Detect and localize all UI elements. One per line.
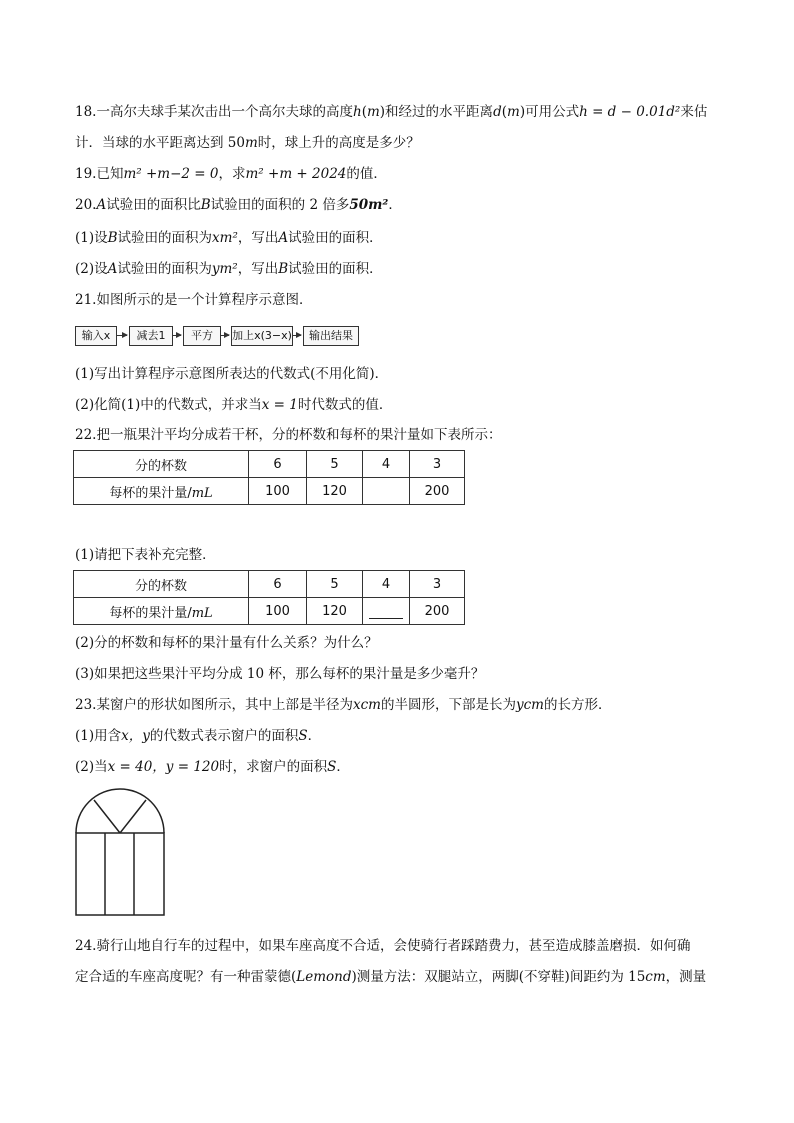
flow-step-subtract: 减去1 bbox=[129, 326, 173, 346]
q18-line1: 18.一高尔夫球手某次击出一个高尔夫球的高度h(m)和经过的水平距离d(m)可用公式h = d − 0.01d²来估 bbox=[75, 104, 708, 120]
q21-part2: (2)化简(1)中的代数式，并求当x = 1时代数式的值． bbox=[75, 397, 393, 413]
table-cell: 每杯的果汁量/mL bbox=[74, 598, 249, 625]
juice-table-fill bbox=[73, 570, 465, 625]
q24-line2: 定合适的车座高度呢？有一种雷蒙德(Lemond)测量方法：双腿站立，两脚(不穿鞋)间距约为 15cm，测量 bbox=[75, 969, 707, 985]
table-cell: 120 bbox=[307, 478, 363, 505]
q20-stem: 20.A试验田的面积比B试验田的面积的 2 倍多50m²． bbox=[75, 197, 402, 213]
flow-step-add: 加上x(3−x) bbox=[231, 326, 293, 346]
q22-stem: 22.把一瓶果汁平均分成若干杯，分的杯数和每杯的果汁量如下表所示： bbox=[75, 427, 502, 443]
q21-stem: 21.如图所示的是一个计算程序示意图． bbox=[75, 292, 313, 308]
flow-step-input: 输入x bbox=[75, 326, 117, 346]
q22-part3: (3)如果把这些果汁平均分成 10 杯，那么每杯的果汁量是多少毫升？ bbox=[75, 666, 485, 682]
q23-part1: (1)用含x，y的代数式表示窗户的面积S． bbox=[75, 728, 322, 744]
window-semicircle bbox=[76, 789, 164, 833]
table-row bbox=[74, 571, 465, 598]
table-cell: 分的杯数 bbox=[74, 571, 249, 598]
q20-part1: (1)设B试验田的面积为xm²，写出A试验田的面积． bbox=[75, 230, 383, 246]
table-row bbox=[74, 451, 465, 478]
q23-part2: (2)当x = 40，y = 120时，求窗户的面积S． bbox=[75, 759, 350, 775]
table-cell: 200 bbox=[410, 598, 465, 625]
table-cell: 200 bbox=[410, 478, 465, 505]
juice-table bbox=[73, 450, 465, 505]
q19-line: 19.已知m² +m−2 = 0，求m² +m + 2024的值． bbox=[75, 166, 387, 182]
flow-step-square: 平方 bbox=[183, 326, 221, 346]
flow-arrow bbox=[221, 335, 229, 336]
flow-arrow bbox=[117, 335, 127, 336]
table-cell: 6 bbox=[249, 451, 307, 478]
table-cell: 5 bbox=[307, 571, 363, 598]
window-spoke bbox=[120, 800, 146, 833]
table-cell: 4 bbox=[363, 451, 410, 478]
table-cell: 6 bbox=[249, 571, 307, 598]
table-cell: 5 bbox=[307, 451, 363, 478]
answer-blank[interactable] bbox=[363, 598, 410, 625]
table-row bbox=[74, 598, 465, 625]
table-cell: 100 bbox=[249, 598, 307, 625]
q18-line2: 计．当球的水平距离达到 50m时，球上升的高度是多少？ bbox=[75, 135, 420, 151]
q18-formula: h = d − 0.01d² bbox=[579, 104, 681, 120]
table-row bbox=[74, 478, 465, 505]
q24-line1: 24.骑行山地自行车的过程中，如果车座高度不合适，会使骑行者踩踏费力，甚至造成膝盖磨损．如何确 bbox=[75, 938, 691, 954]
q20-part2: (2)设A试验田的面积为ym²，写出B试验田的面积． bbox=[75, 261, 383, 277]
flow-arrow bbox=[293, 335, 301, 336]
q23-stem: 23.某窗户的形状如图所示，其中上部是半径为xcm的半圆形，下部是长为ycm的长方形． bbox=[75, 697, 612, 713]
table-cell: 120 bbox=[307, 598, 363, 625]
table-cell: 分的杯数 bbox=[74, 451, 249, 478]
table-cell: 每杯的果汁量/mL bbox=[74, 478, 249, 505]
flow-arrow bbox=[173, 335, 181, 336]
table-cell: 3 bbox=[410, 451, 465, 478]
window-rectangle bbox=[76, 833, 164, 915]
q22-part2: (2)分的杯数和每杯的果汁量有什么关系？为什么？ bbox=[75, 635, 378, 651]
table-cell bbox=[363, 478, 410, 505]
table-cell: 100 bbox=[249, 478, 307, 505]
table-cell: 4 bbox=[363, 571, 410, 598]
flow-step-output: 输出结果 bbox=[303, 326, 359, 346]
window-figure bbox=[72, 785, 168, 919]
table-cell: 3 bbox=[410, 571, 465, 598]
q22-part1: (1)请把下表补充完整． bbox=[75, 547, 216, 563]
window-spoke bbox=[94, 800, 120, 833]
q21-part1: (1)写出计算程序示意图所表达的代数式(不用化简)． bbox=[75, 366, 389, 382]
